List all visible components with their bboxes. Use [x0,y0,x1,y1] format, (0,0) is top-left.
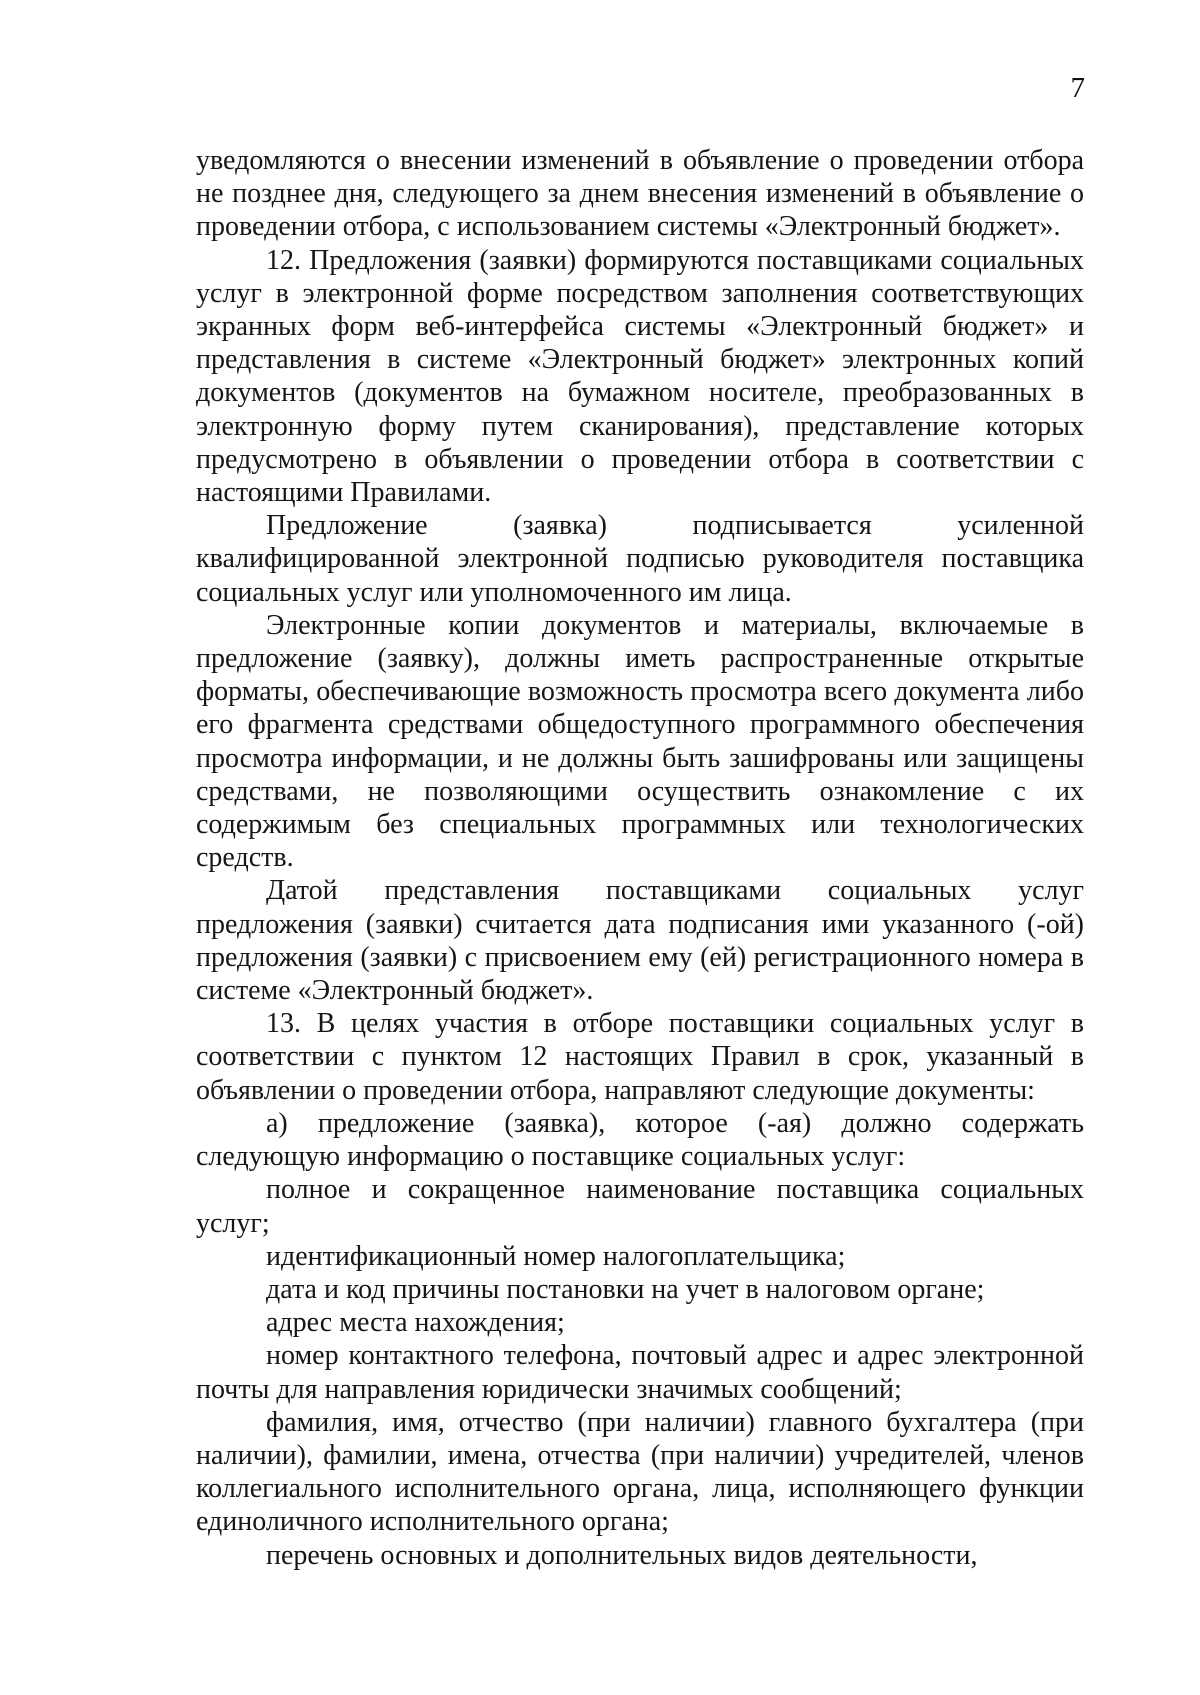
paragraph-electronic-copies: Электронные копии документов и материалы, включаемые в предложение (заявку), должны иметь распространенные открытые форматы, обеспечивающие возможность просмотра всего документа либо его фрагмента средствами общедоступного программного обеспечения просмотра информации, и не должны быть зашифрованы или защищены средствами, не позволяющими осуществить ознакомление с их содержимым без специальных программных или технологических средств. [196,609,1084,874]
page-number: 7 [1070,72,1085,104]
list-item-address: адрес места нахождения; [266,1307,565,1339]
paragraph-subitem-a: а) предложение (заявка), которое (-ая) должно содержать следующую информацию о поставщике социальных услуг: [196,1107,1084,1173]
paragraph-signature: Предложение (заявка) подписывается усиленной квалифицированной электронной подписью руководителя поставщика социальных услуг или уполномоченного им лица. [196,510,1084,608]
list-item-contacts: номер контактного телефона, почтовый адрес и адрес электронной почты для направления юридически значимых сообщений; [196,1340,1084,1405]
list-item-persons: фамилия, имя, отчество (при наличии) главного бухгалтера (при наличии), фамилии, имена, отчества (при наличии) учредителей, членов коллегиального исполнительного органа, лица, исполняющего функции единоличного исполнительного органа; [196,1406,1084,1538]
list-item-tax-registration: дата и код причины постановки на учет в налоговом органе; [266,1273,985,1305]
list-item-inn: идентификационный номер налогоплательщика; [266,1240,846,1272]
document-body [196,144,1084,1572]
list-item-activities: перечень основных и дополнительных видов деятельности, [266,1539,978,1571]
list-item-name: полное и сокращенное наименование поставщика социальных услуг; [196,1174,1084,1239]
paragraph-item-13: 13. В целях участия в отборе поставщики социальных услуг в соответствии с пунктом 12 настоящих Правил в срок, указанный в объявлении о проведении отбора, направляют следующие документы: [196,1008,1084,1106]
paragraph-item-12: 12. Предложения (заявки) формируются поставщиками социальных услуг в электронной форме посредством заполнения соответствующих экранных форм веб-интерфейса системы «Электронный бюджет» и представления в системе «Электронный бюджет» электронных копий документов (документов на бумажном носителе, преобразованных в электронную форму путем сканирования), представление которых предусмотрено в объявлении о проведении отбора в соответствии с настоящими Правилами. [196,244,1084,509]
paragraph-continuation: уведомляются о внесении изменений в объявление о проведении отбора не позднее дня, следующего за днем внесения изменений в объявление о проведении отбора, с использованием системы «Электронный бюджет». [196,145,1084,243]
paragraph-submission-date: Датой представления поставщиками социальных услуг предложения (заявки) считается дата подписания ими указанного (-ой) предложения (заявки) с присвоением ему (ей) регистрационного номера в системе «Электронный бюджет». [196,875,1084,1007]
